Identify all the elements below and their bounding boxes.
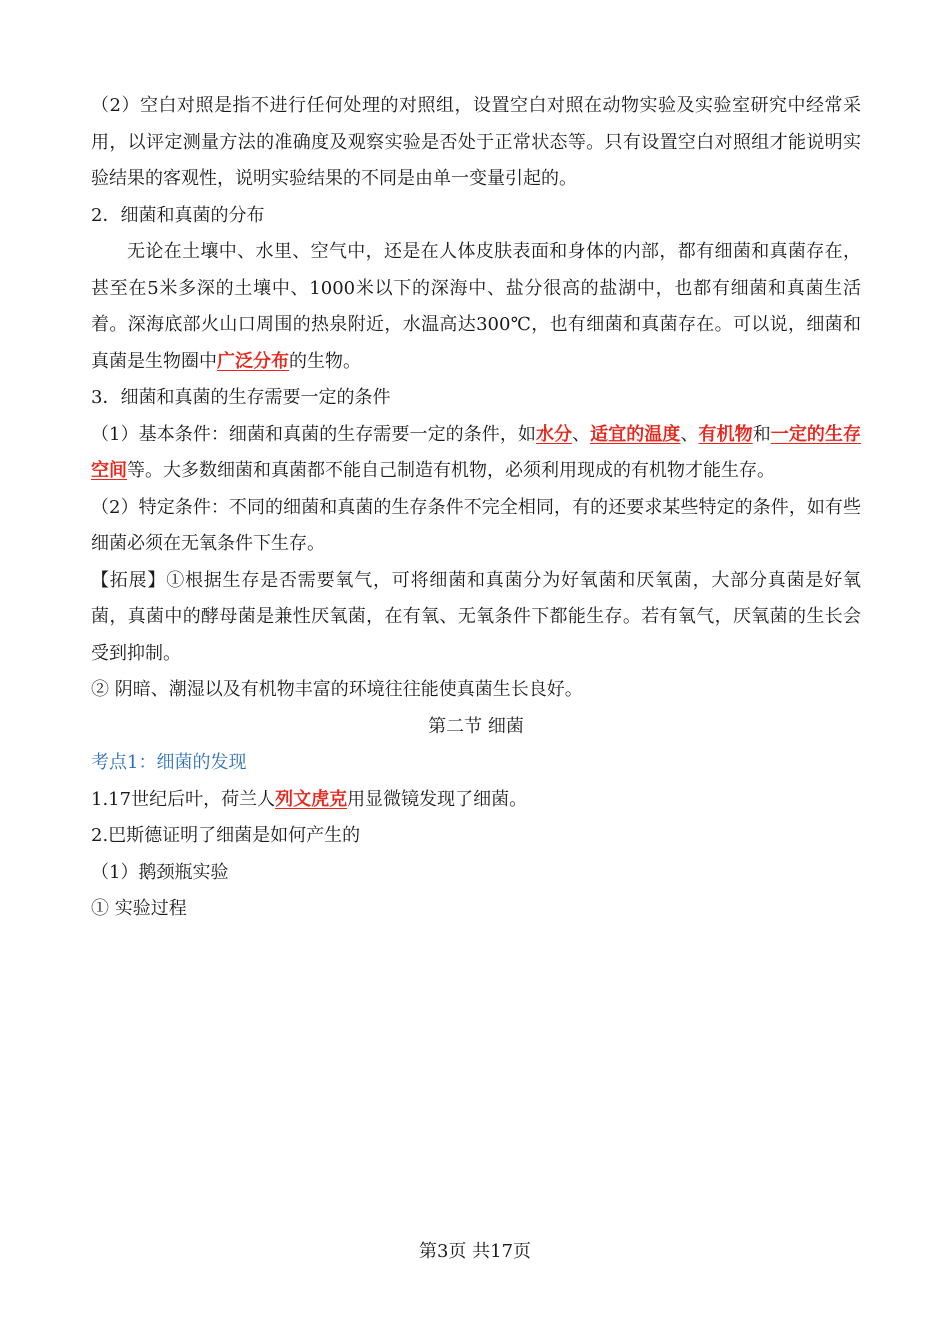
paragraph-extension: 【拓展】①根据生存是否需要氧气，可将细菌和真菌分为好氧菌和厌氧菌，大部分真菌是好氧菌，真菌中的酵母菌是兼性厌氧菌，在有氧、无氧条件下都能生存。若有氧气，厌氧菌的生长会受到抑制。 — [91, 569, 861, 664]
paragraph-basic-conditions — [91, 417, 861, 490]
paragraph-swan-neck-flask: （1）鹅颈瓶实验 — [91, 861, 229, 883]
text-span: 无论在土壤中、水里、空气中，还是在人体皮肤表面和身体的内部，都有细菌和真菌存在，甚至在5米多深的土壤中、1000米以下的深海中、盐分很高的盐湖中，也都有细菌和真菌生活着。深海底部火山口周围的热泉附近，水温高达300℃，也有细菌和真菌存在。可以说，细菌和真菌是生物圈中 — [91, 241, 861, 372]
text-span: （1）基本条件：细菌和真菌的生存需要一定的条件，如 — [91, 423, 536, 445]
text-span: 1.17世纪后叶，荷兰人 — [91, 788, 276, 810]
paragraph-blank-control: （2）空白对照是指不进行任何处理的对照组，设置空白对照在动物实验及实验室研究中经常采用，以评定测量方法的准确度及观察实验是否处于正常状态等。只有设置空白对照组才能说明实验结果的客观性，说明实验结果的不同是由单一变量引起的。 — [91, 95, 861, 189]
highlight-organic-matter: 有机物 — [698, 423, 753, 445]
paragraph-pasteur: 2.巴斯德证明了细菌是如何产生的 — [91, 825, 361, 846]
highlight-widely-distributed: 广泛分布 — [217, 350, 289, 372]
paragraph-leeuwenhoek — [91, 782, 861, 819]
text-span: 、 — [572, 423, 591, 445]
paragraph-specific-conditions: （2）特定条件：不同的细菌和真菌的生存条件不完全相同，有的还要求某些特定的条件，如有些细菌必须在无氧条件下生存。 — [91, 496, 861, 554]
kaodian-heading: 考点1：细菌的发现 — [91, 752, 247, 773]
paragraph-experiment-process: ① 实验过程 — [91, 898, 187, 919]
highlight-water: 水分 — [535, 423, 573, 445]
text-span: 的生物。 — [289, 350, 361, 372]
heading-distribution: 2．细菌和真菌的分布 — [91, 204, 265, 226]
highlight-temperature: 适宜的温度 — [590, 423, 681, 445]
highlight-living-space: 一定的生存空间 — [91, 423, 862, 481]
text-span: 用显微镜发现了细菌。 — [347, 788, 528, 810]
text-span: 、 — [680, 423, 699, 445]
highlight-leeuwenhoek: 列文虎克 — [275, 788, 348, 810]
paragraph-distribution — [91, 234, 861, 380]
heading-survival-conditions: 3．细菌和真菌的生存需要一定的条件 — [91, 387, 391, 408]
text-span: 等。大多数细菌和真菌都不能自己制造有机物，必须利用现成的有机物才能生存。 — [127, 460, 775, 481]
page-footer: 第3页 共17页 — [418, 1241, 532, 1262]
text-span: 和 — [752, 423, 771, 445]
document-body — [91, 88, 861, 928]
section-title: 第二节 细菌 — [428, 715, 524, 737]
paragraph-fungi-environment: ② 阴暗、潮湿以及有机物丰富的环境往往能使真菌生长良好。 — [91, 679, 583, 700]
